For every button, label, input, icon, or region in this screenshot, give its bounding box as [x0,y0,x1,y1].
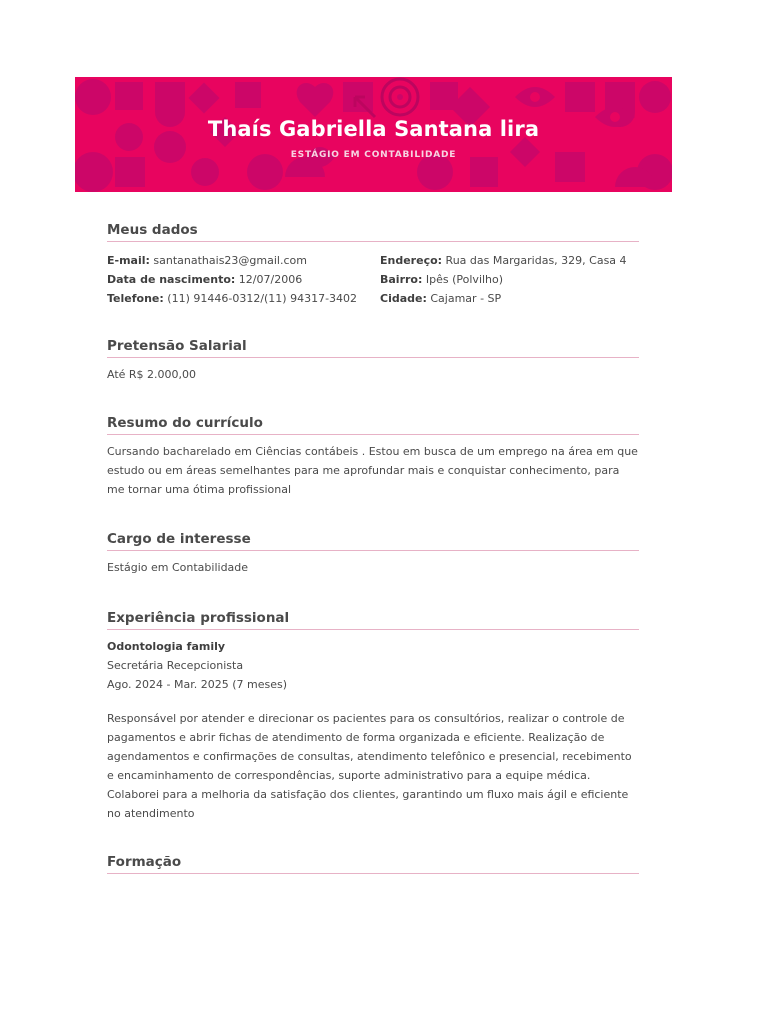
field-label: Cidade: [380,292,427,305]
email-value: santanathais23@gmail.com [153,254,307,267]
interest-section [107,531,639,577]
neighborhood-row [380,270,639,289]
interest-value: Estágio em Contabilidade [107,561,249,574]
personal-data-left-column [107,251,380,308]
education-section [107,854,639,874]
section-title: Formação [107,854,639,874]
field-label: Endereço: [380,254,443,267]
candidate-role: ESTÁGIO EM CONTABILIDADE [290,150,457,160]
section-title: Experiência profissional [107,610,639,630]
section-title: Resumo do currículo [107,415,639,435]
field-label: Bairro: [380,273,423,286]
address-value: Rua das Margaridas, 329, Casa 4 [445,254,627,267]
company-name: Odontologia family [107,640,226,653]
personal-data-right-column [380,251,639,308]
header-banner [75,77,672,192]
city-row [380,289,639,308]
experience-section [107,610,639,823]
neighborhood-value: Ipês (Polvilho) [425,273,504,286]
field-label: Data de nascimento: [107,273,236,286]
job-description: Responsável por atender e direcionar os pacientes para os consultórios, realizar o controle de pagamentos e abrir fichas de atendimento de forma organizada e eficiente. Realização de agendamentos e confirmações de consultas, atendimento telefônico e presencial, recebimento e encaminhamento de correspondências, suporte administrativo para a equipe médica. Colaborei para a melhoria da satisfação dos clientes, garantindo um fluxo mais ágil e eficiente no atendimento [107,712,632,820]
section-title: Cargo de interesse [107,531,639,551]
field-label: Telefone: [107,292,164,305]
personal-data-section [107,222,639,308]
job-period: Ago. 2024 - Mar. 2025 (7 meses) [107,678,288,691]
candidate-name: Thaís Gabriella Santana lira [207,117,540,141]
phone-value: (11) 91446-0312/(11) 94317-3402 [167,292,358,305]
address-row [380,251,639,270]
salary-value: Até R$ 2.000,00 [107,368,197,381]
field-label: E-mail: [107,254,150,267]
birthdate-value: 12/07/2006 [238,273,303,286]
section-title: Meus dados [107,222,639,242]
summary-section [107,415,639,499]
city-value: Cajamar - SP [430,292,502,305]
birthdate-row [107,270,380,289]
section-title: Pretensão Salarial [107,338,639,358]
salary-section [107,338,639,384]
job-position: Secretária Recepcionista [107,659,244,672]
summary-text: Cursando bacharelado em Ciências contábeis . Estou em busca de um emprego na área em que estudo ou em áreas semelhantes para me aprofundar mais e conquistar conhecimento, para me tornar uma ótima profissional [107,445,638,496]
phone-row [107,289,380,308]
email-row [107,251,380,270]
